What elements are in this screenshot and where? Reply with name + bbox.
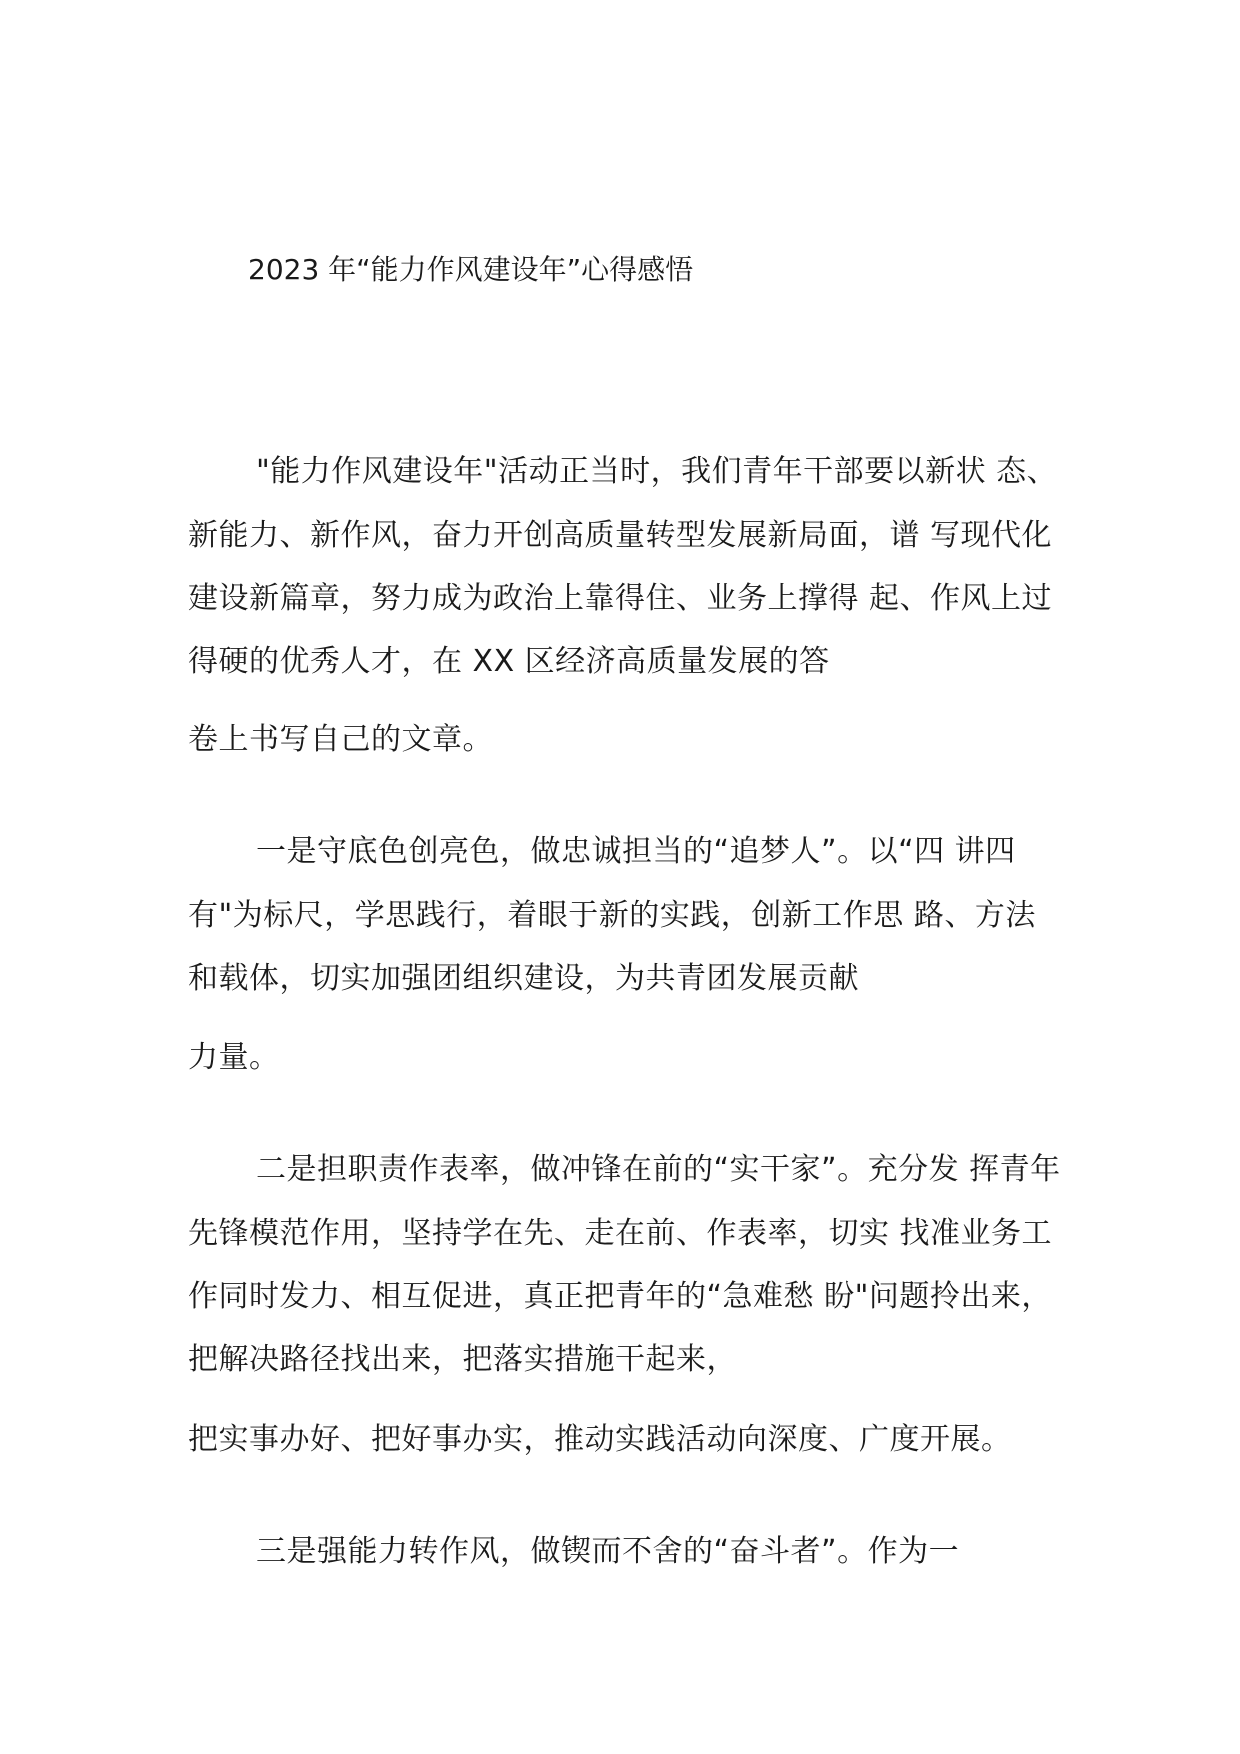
paragraph-2-line-4: 力量。 <box>188 1040 280 1075</box>
paragraph-1-line-5: 卷上书写自己的文章。 <box>188 722 493 757</box>
paragraph-3-line-2: 先锋模范作用，坚持学在先、走在前、作表率，切实 找准业务工 <box>188 1216 1053 1251</box>
paragraph-1-line-4: 得硬的优秀人才，在 XX 区经济高质量发展的答 <box>188 644 830 679</box>
document-title: 2023 年“能力作风建设年”心得感悟 <box>248 253 694 286</box>
paragraph-1-line-3: 建设新篇章，努力成为政治上靠得住、业务上撑得 起、作风上过 <box>188 581 1053 616</box>
paragraph-2-line-2: 有"为标尺，学思践行，着眼于新的实践，创新工作思 路、方法 <box>188 898 1036 933</box>
paragraph-3-line-5: 把实事办好、把好事办实，推动实践活动向深度、广度开展。 <box>188 1422 1012 1457</box>
paragraph-2-line-1: 一是守底色创亮色，做忠诚担当的“追梦人”。以“四 讲四 <box>256 834 1016 869</box>
paragraph-1-line-2: 新能力、新作风，奋力开创高质量转型发展新局面，谱 写现代化 <box>188 518 1053 553</box>
paragraph-1-line-1: "能力作风建设年"活动正当时，我们青年干部要以新状 态、 <box>256 454 1058 489</box>
paragraph-3-line-3: 作同时发力、相互促进，真正把青年的“急难愁 盼"问题拎出来， <box>188 1279 1052 1314</box>
paragraph-3-line-4: 把解决路径找出来，把落实措施干起来， <box>188 1342 737 1377</box>
paragraph-4-line-1: 三是强能力转作风，做锲而不舍的“奋斗者”。作为一 <box>256 1534 960 1569</box>
paragraph-3-line-1: 二是担职责作表率，做冲锋在前的“实干家”。充分发 挥青年 <box>256 1152 1061 1187</box>
paragraph-2-line-3: 和载体，切实加强团组织建设，为共青团发展贡献 <box>188 961 859 996</box>
